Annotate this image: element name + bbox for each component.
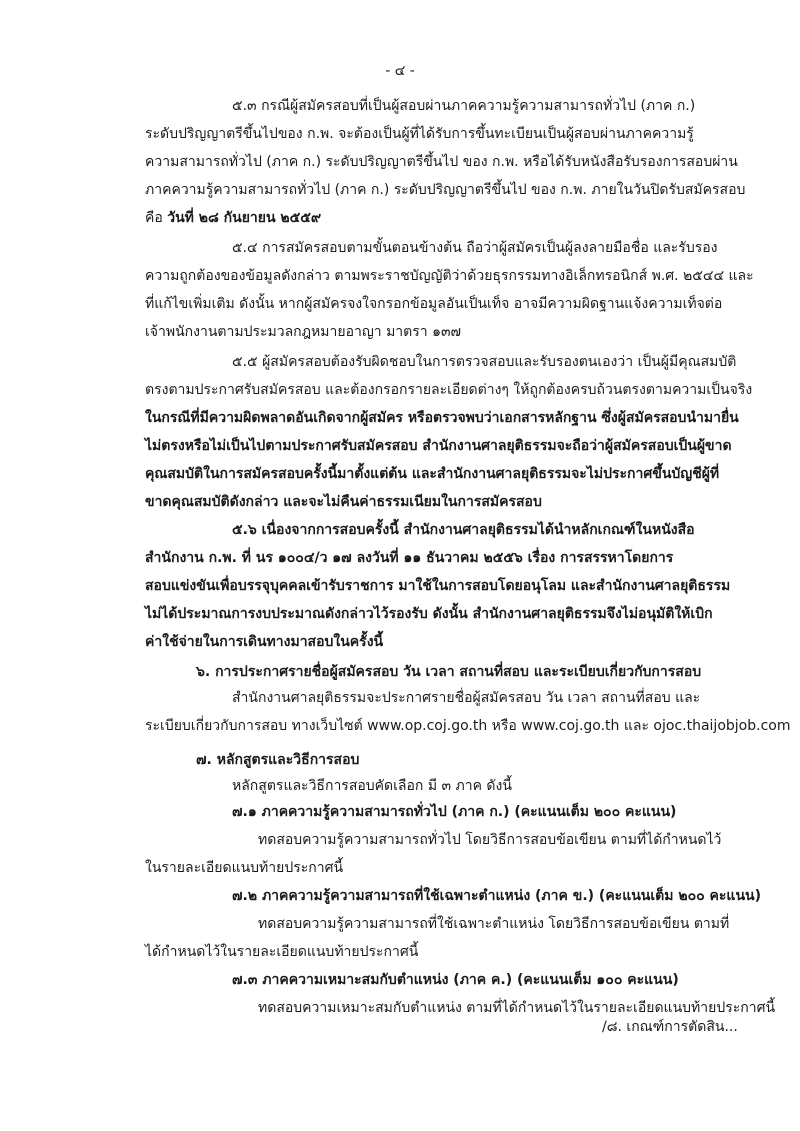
- page-number: - ๔ -: [385, 63, 415, 79]
- continuation-footer: /๘. เกณฑ์การตัดสิน...: [602, 1019, 738, 1035]
- s53-line-2: ระดับปริญญาตรีขึ้นไปของ ก.พ. จะต้องเป็นผู้ที่ได้รับการขึ้นทะเบียนเป็นผู้สอบผ่านภาคความรู้: [145, 126, 694, 142]
- s73-line-1: ทดสอบความเหมาะสมกับตำแหน่ง ตามที่ได้กำหนดไว้ในรายละเอียดแนบท้ายประกาศนี้: [258, 1000, 776, 1016]
- s53-line-3: ความสามารถทั่วไป (ภาค ก.) ระดับปริญญาตรีขึ้นไป ของ ก.พ. หรือได้รับหนังสือรับรองการสอบผ่าน: [145, 154, 738, 170]
- s55-line-1: ๕.๕ ผู้สมัครสอบต้องรับผิดชอบในการตรวจสอบและรับรองตนเองว่า เป็นผู้มีคุณสมบัติ: [232, 354, 737, 370]
- s71-title: ๗.๑ ภาคความรู้ความสามารถทั่วไป (ภาค ก.) (คะแนนเต็ม ๒๐๐ คะแนน): [232, 804, 677, 820]
- s55-bold-2: ไม่ตรงหรือไม่เป็นไปตามประกาศรับสมัครสอบ สำนักงานศาลยุติธรรมจะถือว่าผู้สมัครสอบเป็นผู้ขาด: [145, 438, 732, 454]
- s55-bold-4: ขาดคุณสมบัติดังกล่าว และจะไม่คืนค่าธรรมเนียมในการสมัครสอบ: [145, 494, 542, 510]
- s56-line-2: สำนักงาน ก.พ. ที่ นร ๑๐๐๔/ว ๑๗ ลงวันที่ ๑๑ ธันวาคม ๒๕๕๖ เรื่อง การสรรหาโดยการ: [145, 550, 674, 566]
- s54-line-1: ๕.๔ การสมัครสอบตามขั้นตอนข้างต้น ถือว่าผู้สมัครเป็นผู้ลงลายมือชื่อ และรับรอง: [232, 240, 718, 256]
- s53-line-1: ๕.๓ กรณีผู้สมัครสอบที่เป็นผู้สอบผ่านภาคความรู้ความสามารถทั่วไป (ภาค ก.): [232, 98, 696, 114]
- s73-title: ๗.๓ ภาคความเหมาะสมกับตำแหน่ง (ภาค ค.) (คะแนนเต็ม ๑๐๐ คะแนน): [232, 972, 679, 988]
- s54-line-4: เจ้าพนักงานตามประมวลกฎหมายอาญา มาตรา ๑๓๗: [145, 324, 462, 340]
- s54-line-3: ที่แก้ไขเพิ่มเติม ดังนั้น หากผู้สมัครจงใจกรอกข้อมูลอันเป็นเท็จ อาจมีความผิดฐานแจ้งความเท็จต่อ: [145, 296, 723, 312]
- s54-line-2: ความถูกต้องของข้อมูลดังกล่าว ตามพระราชบัญญัติว่าด้วยธุรกรรมทางอิเล็กทรอนิกส์ พ.ศ. ๒๕๔๔ และ: [145, 268, 754, 284]
- s6-line-1: สำนักงานศาลยุติธรรมจะประกาศรายชื่อผู้สมัครสอบ วัน เวลา สถานที่สอบ และ: [232, 690, 701, 706]
- s56-line-1: ๕.๖ เนื่องจากการสอบครั้งนี้ สำนักงานศาลยุติธรรมได้นำหลักเกณฑ์ในหนังสือ: [232, 522, 695, 538]
- s56-line-4: ไม่ได้ประมาณการงบประมาณดังกล่าวไว้รองรับ ดังนั้น สำนักงานศาลยุติธรรมจึงไม่อนุมัติให้เบิก: [145, 606, 713, 622]
- s71-line-2: ในรายละเอียดแนบท้ายประกาศนี้: [145, 860, 344, 876]
- section-6-heading: ๖. การประกาศรายชื่อผู้สมัครสอบ วัน เวลา สถานที่สอบ และระเบียบเกี่ยวกับการสอบ: [196, 664, 702, 680]
- s53-line-5: [145, 208, 321, 228]
- s7-intro: หลักสูตรและวิธีการสอบคัดเลือก มี ๓ ภาค ดังนี้: [232, 778, 512, 794]
- section-7-heading: ๗. หลักสูตรและวิธีการสอบ: [196, 752, 360, 768]
- s56-line-3: สอบแข่งขันเพื่อบรรจุบุคคลเข้ารับราชการ มาใช้ในการสอบโดยอนุโลม และสำนักงานศาลยุติธรรม: [145, 578, 731, 594]
- s71-line-1: ทดสอบความรู้ความสามารถทั่วไป โดยวิธีการสอบข้อเขียน ตามที่ได้กำหนดไว้: [258, 832, 722, 848]
- s55-line-2: ตรงตามประกาศรับสมัครสอบ และต้องกรอกรายละเอียดต่างๆ ให้ถูกต้องครบถ้วนตรงตามความเป็นจริง: [145, 382, 753, 398]
- s55-bold-1: ในกรณีที่มีความผิดพลาดอันเกิดจากผู้สมัคร หรือตรวจพบว่าเอกสารหลักฐาน ซึ่งผู้สมัครสอบนำมายื่น: [145, 410, 739, 426]
- s72-title: ๗.๒ ภาคความรู้ความสามารถที่ใช้เฉพาะตำแหน่ง (ภาค ข.) (คะแนนเต็ม ๒๐๐ คะแนน): [232, 888, 761, 904]
- s72-line-1: ทดสอบความรู้ความสามารถที่ใช้เฉพาะตำแหน่ง โดยวิธีการสอบข้อเขียน ตามที่: [258, 916, 730, 932]
- s53-line-4: ภาคความรู้ความสามารถทั่วไป (ภาค ก.) ระดับปริญญาตรีขึ้นไป ของ ก.พ. ภายในวันปิดรับสมัครสอบ: [145, 182, 746, 198]
- s6-line-2: ระเบียบเกี่ยวกับการสอบ ทางเว็บไซต์ www.op.coj.go.th หรือ www.coj.go.th และ ojoc.thaijobjob.com: [145, 718, 791, 734]
- s53-prefix: คือ: [145, 210, 168, 226]
- s56-line-5: ค่าใช้จ่ายในการเดินทางมาสอบในครั้งนี้: [145, 634, 384, 650]
- s55-bold-3: คุณสมบัติในการสมัครสอบครั้งนี้มาตั้งแต่ต้น และสำนักงานศาลยุติธรรมจะไม่ประกาศขึ้นบัญชีผู้ที่: [145, 466, 720, 482]
- s72-line-2: ได้กำหนดไว้ในรายละเอียดแนบท้ายประกาศนี้: [145, 944, 419, 960]
- closing-date: วันที่ ๒๘ กันยายน ๒๕๕๙: [167, 210, 322, 226]
